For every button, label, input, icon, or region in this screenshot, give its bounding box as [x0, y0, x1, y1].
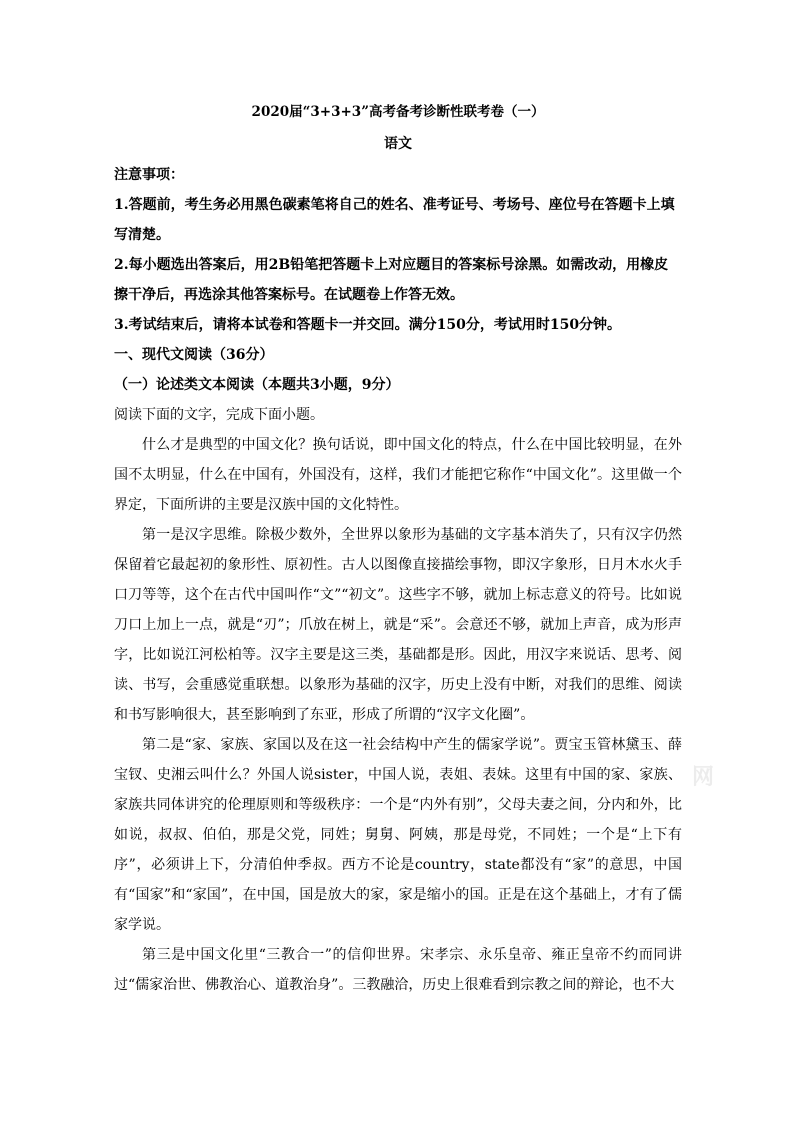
notice-item-3: 3.考试结束后，请将本试卷和答题卡一并交回。满分150分，考试用时150分钟。: [114, 317, 622, 333]
subject-title: 语文: [384, 136, 412, 152]
passage-paragraph-2: 第一是汉字思维。除极少数外，全世界以象形为基础的文字基本消失了，只有汉字仍然保留着它最起初的象形性、原初性。古人以图像直接描绘事物，即汉字象形，日月木水火手口刀等等，这个在古代中国叫作“文”“初文”。这些字不够，就加上标志意义的符号。比如说刀口上加上一点，就是“刃”；爪放在树上，就是“采”。会意还不够，就加上声音，成为形声字，比如说江河松柏等。汉字主要是这三类，基础都是形。因此，用汉字来说话、思考、阅读、书写，会重感觉重联想。以象形为基础的汉字，历史上没有中断，对我们的思维、阅读和书写影响很大，甚至影响到了东亚，形成了所谓的“汉字文化圈”。: [114, 527, 682, 723]
notice-heading: 注意事项：: [114, 167, 184, 183]
notice-item-2: 2.每小题选出答案后，用2B铅笔把答题卡上对应题目的答案标号涂黑。如需改动，用橡皮擦干净后，再选涂其他答案标号。在试题卷上作答无效。: [114, 257, 669, 303]
exam-title: 2020届“3+3+3”高考备考诊断性联考卷（一）: [251, 104, 545, 120]
exam-page: [114, 100, 682, 1000]
passage-paragraph-1: 什么才是典型的中国文化？换句话说，即中国文化的特点，什么在中国比较明显，在外国不太明显，什么在中国有，外国没有，这样，我们才能把它称作“中国文化”。这里做一个界定，下面所讲的主要是汉族中国的文化特性。: [114, 437, 682, 513]
notice-item-1: 1.答题前，考生务必用黑色碳素笔将自己的姓名、准考证号、考场号、座位号在答题卡上填写清楚。: [114, 197, 675, 243]
passage-paragraph-3: 第二是“家、家族、家国以及在这一社会结构中产生的儒家学说”。贾宝玉管林黛玉、薛宝钗、史湘云叫什么？外国人说sister，中国人说，表姐、表妹。这里有中国的家、家族、家族共同体讲究的伦理原则和等级秩序：一个是“内外有别”，父母夫妻之间，分内和外，比如说，叔叔、伯伯，那是父党，同姓；舅舅、阿姨，那是母党，不同姓；一个是“上下有序”，必须讲上下，分清伯仲季叔。西方不论是country，state都没有“家”的意思，中国有“国家”和“家国”，在中国，国是放大的家，家是缩小的国。正是在这个基础上，才有了儒家学说。: [114, 737, 682, 933]
reading-instruction: 阅读下面的文字，完成下面小题。: [114, 407, 324, 423]
watermark: 网: [692, 765, 715, 790]
section-heading: 一、现代文阅读（36分）: [114, 347, 274, 363]
subsection-heading: （一）论述类文本阅读（本题共3小题，9分）: [114, 377, 400, 393]
passage-paragraph-4: 第三是中国文化里“三教合一”的信仰世界。宋孝宗、永乐皇帝、雍正皇帝不约而同讲过“儒家治世、佛教治心、道教治身”。三教融洽，历史上很难看到宗教之间的辩论，也不大: [114, 947, 682, 993]
